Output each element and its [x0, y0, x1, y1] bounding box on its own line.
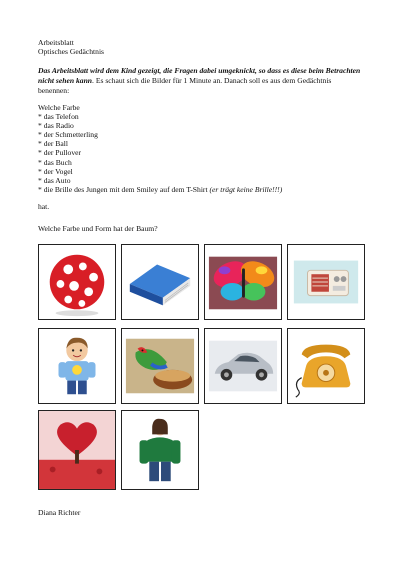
- list-title: Welche Farbe: [38, 103, 80, 112]
- boy-image: [38, 328, 116, 404]
- list-item: * das Buch: [38, 157, 72, 167]
- instructions-bold: Das Arbeitsblatt wird dem Kind gezeigt, die Fragen dabei umgeknickt, so dass es diese beim Betrachten nicht sehen kann: [38, 66, 361, 85]
- telephone-image: [287, 328, 365, 404]
- list-closing: hat.: [38, 201, 50, 211]
- woman-sweater-image: [121, 410, 199, 490]
- tree-question: Welche Farbe und Form hat der Baum?: [38, 224, 158, 233]
- worksheet-header: [38, 38, 368, 56]
- list-item: * der Ball: [38, 139, 68, 149]
- list-item: * der Pullover: [38, 148, 82, 158]
- instructions-rest: . Es schaut sich die Bilder für 1 Minute an. Danach soll es aus dem Gedächtnis benennen:: [38, 76, 332, 95]
- list-item-last: [38, 185, 368, 194]
- car-image: [204, 328, 282, 404]
- question-list: [38, 103, 368, 211]
- list-item-text: * die Brille des Jungen mit dem Smiley auf dem T-Shirt: [38, 184, 208, 194]
- worksheet-title: Arbeitsblatt: [38, 38, 74, 47]
- radio-image: [287, 244, 365, 320]
- list-item: * der Schmetterling: [38, 130, 98, 140]
- list-item: * das Telefon: [38, 112, 79, 122]
- worksheet-subtitle: Optisches Gedächtnis: [38, 47, 105, 57]
- list-item-note: (er trägt keine Brille!!!): [209, 184, 283, 194]
- bird-image: [121, 328, 199, 404]
- ball-image: [38, 244, 116, 320]
- heart-tree-image: [38, 410, 116, 490]
- author-name: Diana Richter: [38, 508, 81, 517]
- instructions: [38, 66, 364, 96]
- butterfly-image: [204, 244, 282, 320]
- list-item: * das Radio: [38, 121, 74, 131]
- book-image: [121, 244, 199, 320]
- list-item: * der Vogel: [38, 166, 73, 176]
- list-item: * das Auto: [38, 175, 71, 185]
